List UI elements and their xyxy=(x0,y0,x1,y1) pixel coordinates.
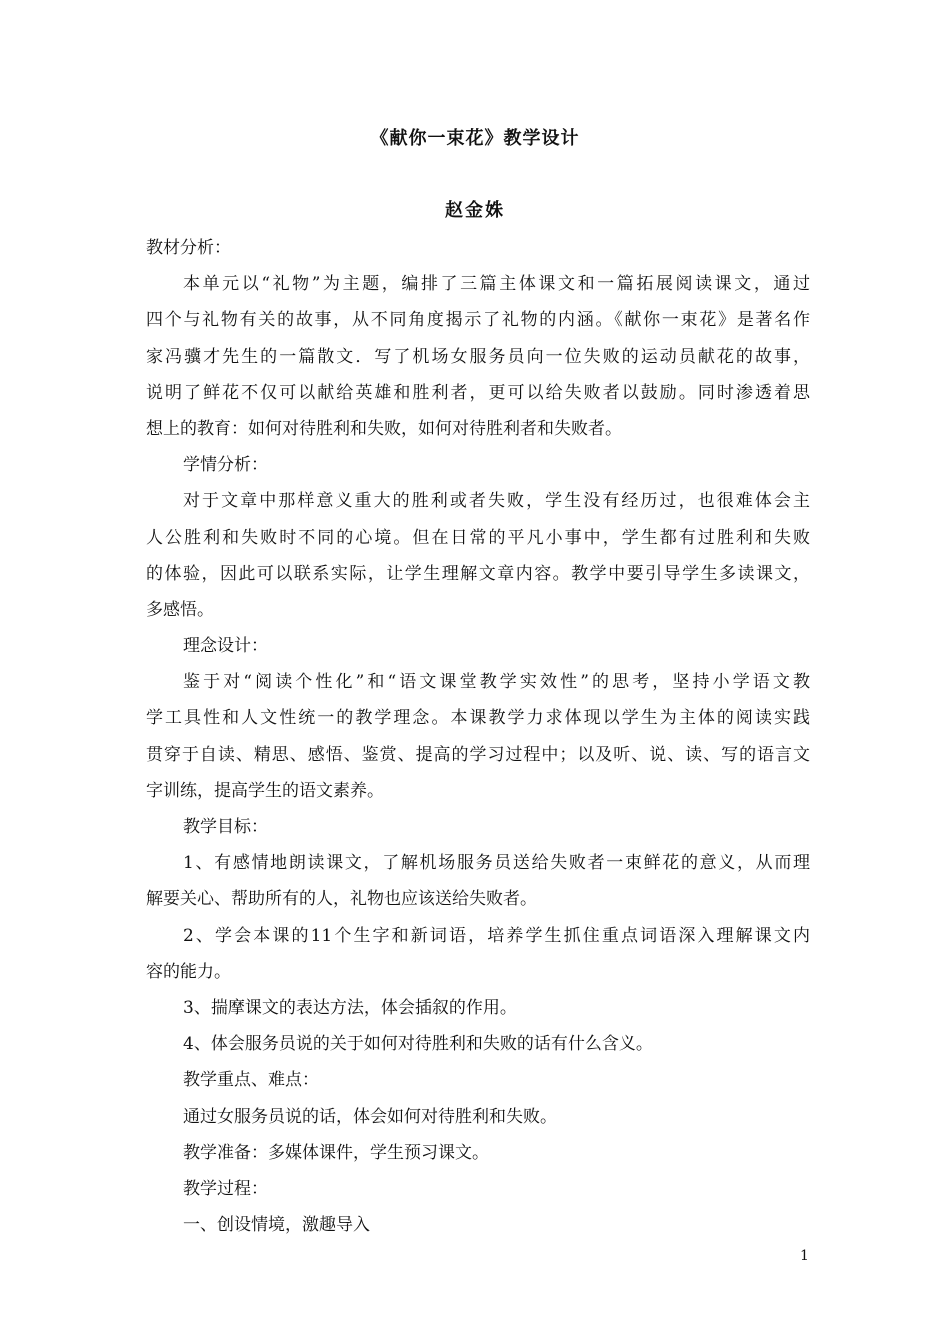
body-line: 人公胜利和失败时不同的心境。但在日常的平凡小事中，学生都有过胜利和失败 xyxy=(146,527,810,548)
body-line: 3、揣摩课文的表达方法，体会插叙的作用。 xyxy=(183,997,517,1018)
document-body xyxy=(146,230,810,1243)
document-author: 赵金姝 xyxy=(445,200,505,221)
body-line: 贯穿于自读、精思、感悟、鉴赏、提高的学习过程中；以及听、说、读、写的语言文 xyxy=(146,744,810,765)
body-line: 一、创设情境，激趣导入 xyxy=(183,1215,370,1236)
body-line: 多感悟。 xyxy=(146,599,214,620)
body-line: 对于文章中那样意义重大的胜利或者失败，学生没有经历过，也很难体会主 xyxy=(183,491,810,512)
body-line: 教学过程： xyxy=(183,1178,268,1199)
body-line: 学情分析： xyxy=(183,455,268,476)
body-line: 四个与礼物有关的故事，从不同角度揭示了礼物的内涵。《献你一束花》是著名作 xyxy=(146,310,810,331)
body-line: 1、有感情地朗读课文，了解机场服务员送给失败者一束鲜花的意义，从而理 xyxy=(183,853,810,874)
body-line: 教学准备：多媒体课件，学生预习课文。 xyxy=(183,1142,489,1163)
body-line: 教学重点、难点： xyxy=(183,1070,319,1091)
body-line: 教学目标： xyxy=(183,817,268,837)
page-number: 1 xyxy=(800,1248,809,1264)
body-line: 容的能力。 xyxy=(146,961,231,982)
body-line: 2、学会本课的11个生字和新词语，培养学生抓住重点词语深入理解课文内 xyxy=(183,925,810,946)
body-line: 教材分析： xyxy=(146,238,231,258)
body-line: 鉴于对“阅读个性化”和“语文课堂教学实效性”的思考，坚持小学语文教 xyxy=(183,672,810,693)
body-line: 学工具性和人文性统一的教学理念。本课教学力求体现以学生为主体的阅读实践 xyxy=(146,708,810,729)
body-line: 本单元以“礼物”为主题，编排了三篇主体课文和一篇拓展阅读课文，通过 xyxy=(183,274,810,295)
body-line: 的体验，因此可以联系实际，让学生理解文章内容。教学中要引导学生多读课文， xyxy=(146,563,810,584)
body-line: 4、体会服务员说的关于如何对待胜利和失败的话有什么含义。 xyxy=(183,1034,653,1055)
body-line: 想上的教育：如何对待胜利和失败，如何对待胜利者和失败者。 xyxy=(146,418,622,439)
body-line: 字训练，提高学生的语文素养。 xyxy=(146,780,384,801)
body-line: 解要关心、帮助所有的人，礼物也应该送给失败者。 xyxy=(146,889,537,910)
body-line: 理念设计： xyxy=(183,636,268,657)
document-title: 《献你一束花》教学设计 xyxy=(370,128,580,149)
body-line: 通过女服务员说的话，体会如何对待胜利和失败。 xyxy=(183,1106,557,1127)
body-line: 家冯骥才先生的一篇散文．写了机场女服务员向一位失败的运动员献花的故事， xyxy=(146,346,810,367)
body-line: 说明了鲜花不仅可以献给英雄和胜利者，更可以给失败者以鼓励。同时渗透着思 xyxy=(146,382,810,403)
